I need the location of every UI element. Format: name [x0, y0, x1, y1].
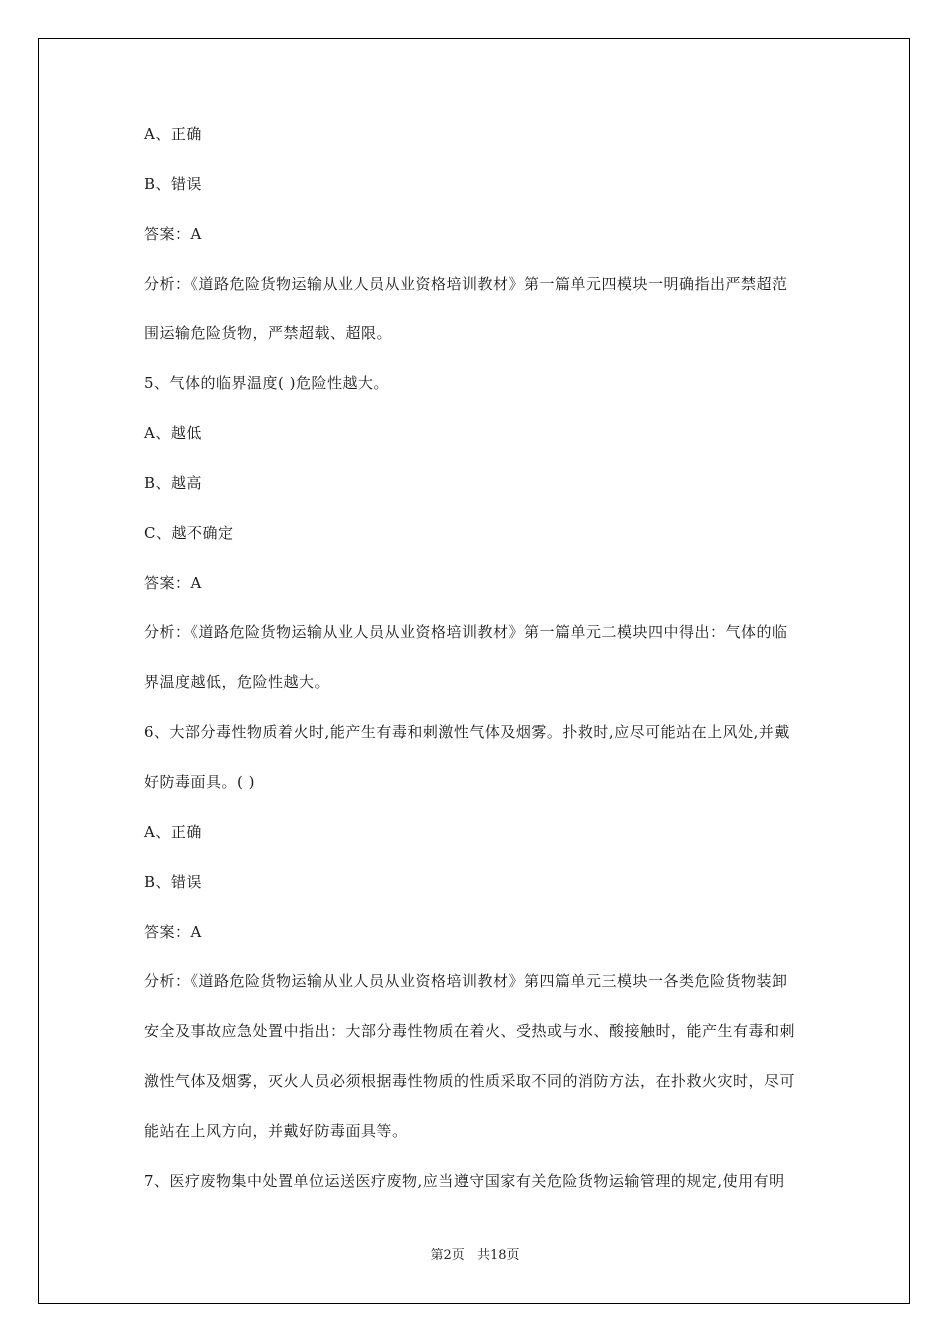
question-5-line: 5、气体的临界温度( )危险性越大。	[144, 374, 390, 393]
document-body	[144, 122, 808, 1219]
option-a-line: A、正确	[144, 125, 202, 143]
analysis-line: 能站在上风方向，并戴好防毒面具等。	[144, 1121, 408, 1140]
page-footer	[0, 1247, 950, 1265]
answer-line: 答案：A	[144, 573, 202, 592]
page-total: 共18页	[476, 1248, 520, 1263]
question-7-line: 7、医疗废物集中处置单位运送医疗废物,应当遵守国家有关危险货物运输管理的规定,使用有明	[144, 1171, 785, 1190]
analysis-line: 界温度越低，危险性越大。	[144, 673, 331, 692]
page-number: 第2页	[430, 1248, 465, 1263]
option-c-line: C、越不确定	[144, 523, 234, 542]
analysis-line: 围运输危险货物，严禁超载、超限。	[144, 324, 393, 343]
option-b-line: B、越高	[144, 473, 203, 492]
analysis-line: 分析：《道路危险货物运输从业人员从业资格培训教材》第一篇单元二模块四中得出：气体的临	[144, 623, 788, 642]
option-b-line: B、错误	[144, 174, 203, 193]
answer-line: 答案：A	[144, 922, 202, 941]
question-6-line: 好防毒面具。( )	[144, 772, 255, 791]
analysis-line: 分析：《道路危险货物运输从业人员从业资格培训教材》第一篇单元四模块一明确指出严禁超范	[144, 274, 788, 293]
question-6-line: 6、大部分毒性物质着火时,能产生有毒和刺激性气体及烟雾。扑救时,应尽可能站在上风处,并戴	[144, 723, 790, 742]
option-a-line: A、越低	[144, 424, 202, 443]
answer-line: 答案：A	[144, 224, 202, 243]
option-b-line: B、错误	[144, 872, 203, 891]
analysis-line: 分析：《道路危险货物运输从业人员从业资格培训教材》第四篇单元三模块一各类危险货物装卸	[144, 972, 788, 991]
analysis-line: 激性气体及烟雾，灭火人员必须根据毒性物质的性质采取不同的消防方法，在扑救火灾时，尽可	[144, 1072, 796, 1091]
analysis-line: 安全及事故应急处置中指出：大部分毒性物质在着火、受热或与水、酸接触时，能产生有毒和刺	[144, 1022, 796, 1041]
option-a-line: A、正确	[144, 822, 202, 841]
